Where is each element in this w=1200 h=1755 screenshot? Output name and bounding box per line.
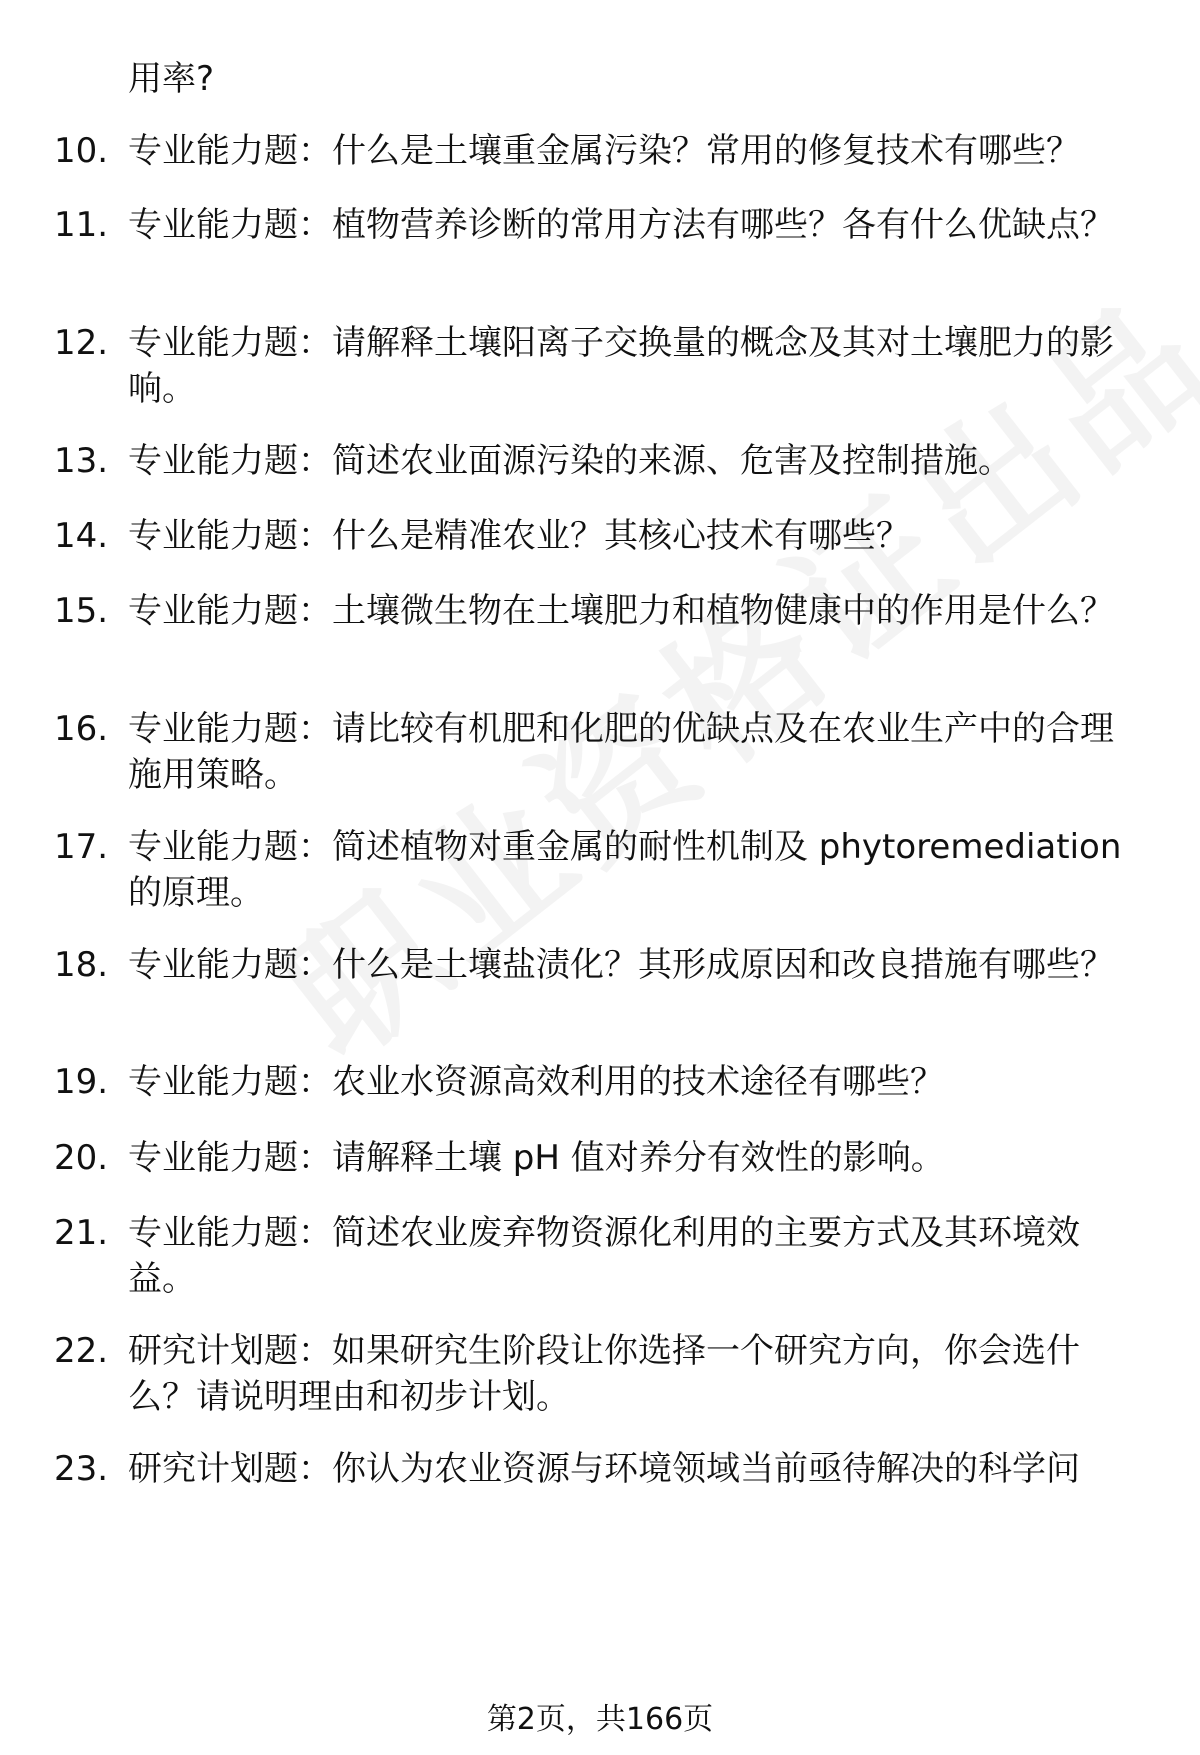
item-text: 专业能力题：简述农业面源污染的来源、危害及控制措施。 [128, 441, 1012, 481]
page-number: 第2页，共166页 [486, 1702, 714, 1737]
item-number: 23. [54, 1449, 109, 1489]
item-text: 专业能力题：请比较有机肥和化肥的优缺点及在农业生产中的合理施用策略。 [128, 709, 1114, 795]
item-text: 专业能力题：农业水资源高效利用的技术途径有哪些？ [128, 1062, 944, 1102]
item-text: 专业能力题：什么是精准农业？其核心技术有哪些？ [128, 516, 910, 556]
item-text: 专业能力题：土壤微生物在土壤肥力和植物健康中的作用是什么？ [128, 591, 1114, 631]
item-number: 15. [54, 591, 109, 631]
item-text: 专业能力题：简述农业废弃物资源化利用的主要方式及其环境效益。 [128, 1213, 1080, 1299]
item-number: 10. [54, 131, 109, 171]
item-text: 专业能力题：简述植物对重金属的耐性机制及 phytoremediation 的原理。 [128, 827, 1122, 913]
item-text: 研究计划题：如果研究生阶段让你选择一个研究方向，你会选什么？请说明理由和初步计划。 [128, 1331, 1080, 1417]
item-number: 12. [54, 323, 109, 363]
item-number: 19. [54, 1062, 109, 1102]
item-text: 专业能力题：什么是土壤重金属污染？常用的修复技术有哪些？ [128, 131, 1080, 171]
item-text: 专业能力题：植物营养诊断的常用方法有哪些？各有什么优缺点？ [128, 205, 1114, 245]
item-text: 用率? [128, 59, 215, 99]
item-number: 22. [54, 1331, 109, 1371]
item-number: 14. [54, 516, 109, 556]
item-number: 13. [54, 441, 109, 481]
item-number: 16. [54, 709, 109, 749]
item-text: 专业能力题：请解释土壤 pH 值对养分有效性的影响。 [128, 1138, 945, 1178]
item-text: 研究计划题：你认为农业资源与环境领域当前亟待解决的科学问 [128, 1449, 1080, 1489]
item-text: 专业能力题：什么是土壤盐渍化？其形成原因和改良措施有哪些？ [128, 945, 1114, 985]
item-text: 专业能力题：请解释土壤阳离子交换量的概念及其对土壤肥力的影响。 [128, 323, 1114, 409]
item-number: 11. [54, 205, 109, 245]
item-number: 18. [54, 945, 109, 985]
item-number: 21. [54, 1213, 109, 1253]
item-number: 20. [54, 1138, 109, 1178]
item-number: 17. [54, 827, 109, 867]
